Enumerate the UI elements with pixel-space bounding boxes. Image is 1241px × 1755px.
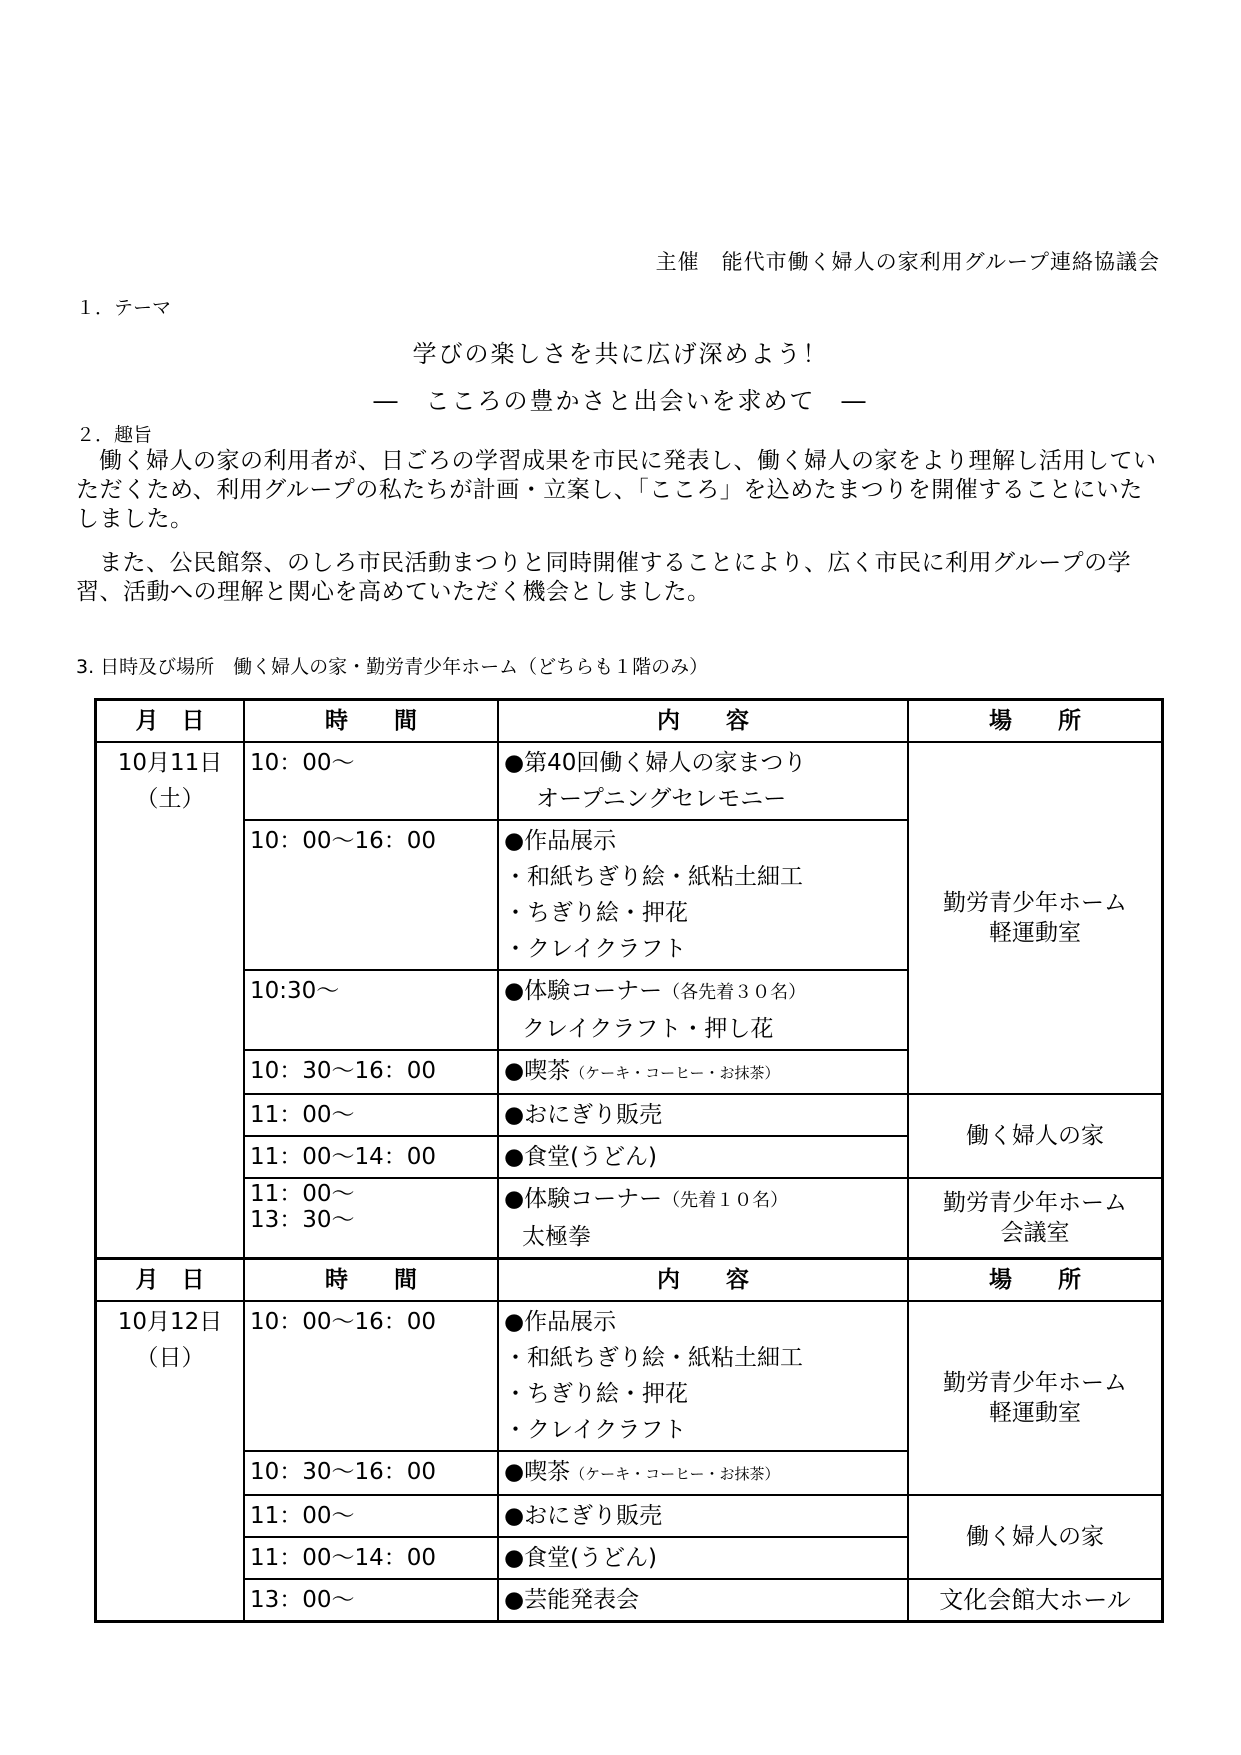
section-2-heading: ２．趣旨 <box>76 424 153 446</box>
content-line: ・ちぎり絵・押花 <box>504 1381 688 1407</box>
content-line: ・和紙ちぎり絵・紙粘土細工 <box>504 1345 803 1371</box>
date-text: 10月11日 <box>117 750 223 776</box>
content-line: ●喫茶 <box>504 1459 571 1485</box>
header-date: 月 日 <box>96 700 245 743</box>
section-1-heading: １．テーマ <box>76 297 172 319</box>
place-cell <box>908 742 1163 1094</box>
time-cell: 13：00～ <box>244 1579 498 1622</box>
content-line: ●作品展示 <box>504 828 617 854</box>
purpose-paragraph-2: また、公民館祭、のしろ市民活動まつりと同時開催することにより、広く市民に利用グループの学習、活動への理解と関心を高めていただく機会としました。 <box>76 550 1132 605</box>
theme-title: 学びの楽しさを共に広げ深めよう！ <box>412 340 829 368</box>
organizer-line: 主催 能代市働く婦人の家利用グループ連絡協議会 <box>655 250 1160 274</box>
table-row <box>96 1495 1163 1537</box>
place-line: 勤労青少年ホーム <box>943 890 1127 916</box>
theme-subtitle: ― こころの豊かさと出会いを求めて ― <box>373 387 868 415</box>
time-cell: 10：30～16：00 <box>244 1050 498 1094</box>
time-cell <box>244 1178 498 1259</box>
header-place: 場 所 <box>908 1259 1163 1302</box>
content-cell: ●食堂(うどん) <box>498 1136 908 1178</box>
content-line: ・和紙ちぎり絵・紙粘土細工 <box>504 864 803 890</box>
place-cell <box>908 1301 1163 1495</box>
date-cell <box>96 1301 245 1622</box>
content-cell <box>498 820 908 970</box>
content-note: （先着１０名） <box>662 1190 789 1211</box>
time-cell: 11：00～14：00 <box>244 1136 498 1178</box>
content-line: ●喫茶 <box>504 1058 571 1084</box>
content-line: ●第40回働く婦人の家まつり <box>504 750 807 776</box>
date-text: 10月12日 <box>117 1309 223 1335</box>
content-cell <box>498 742 908 820</box>
time-cell: 10：30～16：00 <box>244 1451 498 1495</box>
content-cell: ●おにぎり販売 <box>498 1094 908 1136</box>
content-note: （ケーキ・コーヒー・お抹茶） <box>570 1064 780 1082</box>
time-line: 11：00～ <box>250 1181 355 1207</box>
header-place: 場 所 <box>908 700 1163 743</box>
content-line: ・クレイクラフト <box>504 1417 687 1443</box>
place-cell: 文化会館大ホール <box>908 1579 1163 1622</box>
content-cell <box>498 1050 908 1094</box>
place-cell: 働く婦人の家 <box>908 1495 1163 1579</box>
content-cell: ●食堂(うどん) <box>498 1537 908 1579</box>
content-line: クレイクラフト・押し花 <box>522 1016 774 1042</box>
header-content: 内 容 <box>498 1259 908 1302</box>
purpose-paragraph-1: 働く婦人の家の利用者が、日ごろの学習成果を市民に発表し、働く婦人の家をより理解し活用していただくため、利用グループの私たちが計画・立案し、「こころ」を込めたまつりを開催することにいたしました。 <box>76 448 1157 532</box>
time-line: 13：30～ <box>250 1207 355 1233</box>
section-3-heading: 3. 日時及び場所 働く婦人の家・勤労青少年ホーム（どちらも１階のみ） <box>76 656 709 678</box>
place-line: 会議室 <box>1000 1220 1070 1246</box>
time-cell: 10：00～16：00 <box>244 820 498 970</box>
table-row <box>96 1579 1163 1622</box>
date-cell <box>96 742 245 1259</box>
header-time: 時 間 <box>244 1259 498 1302</box>
time-cell: 10：00～ <box>244 742 498 820</box>
header-time: 時 間 <box>244 700 498 743</box>
time-cell: 11：00～ <box>244 1094 498 1136</box>
place-line: 軽運動室 <box>989 1400 1081 1426</box>
time-cell: 10：00～16：00 <box>244 1301 498 1451</box>
header-content: 内 容 <box>498 700 908 743</box>
content-cell <box>498 1178 908 1259</box>
header-date: 月 日 <box>96 1259 245 1302</box>
table-row <box>96 1301 1163 1451</box>
place-cell: 働く婦人の家 <box>908 1094 1163 1178</box>
content-line: ●体験コーナー <box>504 1186 663 1212</box>
content-cell <box>498 1301 908 1451</box>
weekday-text: （日） <box>135 1345 205 1371</box>
content-cell: ●芸能発表会 <box>498 1579 908 1622</box>
place-line: 勤労青少年ホーム <box>943 1190 1127 1216</box>
content-cell <box>498 970 908 1050</box>
table-header-row <box>96 700 1163 743</box>
schedule-table <box>94 698 1164 1623</box>
content-cell: ●おにぎり販売 <box>498 1495 908 1537</box>
place-line: 勤労青少年ホーム <box>943 1370 1127 1396</box>
content-line: ●作品展示 <box>504 1309 617 1335</box>
table-row <box>96 1178 1163 1259</box>
content-line: ●体験コーナー <box>504 978 663 1004</box>
place-cell <box>908 1178 1163 1259</box>
content-line: ・クレイクラフト <box>504 936 687 962</box>
time-cell: 11：00～ <box>244 1495 498 1537</box>
weekday-text: （土） <box>135 786 205 812</box>
table-row <box>96 1094 1163 1136</box>
content-note: （ケーキ・コーヒー・お抹茶） <box>570 1465 780 1483</box>
content-line: オープニングセレモニー <box>536 786 787 812</box>
place-line: 軽運動室 <box>989 920 1081 946</box>
time-cell: 11：00～14：00 <box>244 1537 498 1579</box>
content-note: （各先着３０名） <box>662 982 807 1003</box>
content-line: 太極拳 <box>522 1224 591 1250</box>
content-cell <box>498 1451 908 1495</box>
content-line: ・ちぎり絵・押花 <box>504 900 688 926</box>
table-header-row <box>96 1259 1163 1302</box>
table-row <box>96 742 1163 820</box>
time-cell: 10:30～ <box>244 970 498 1050</box>
